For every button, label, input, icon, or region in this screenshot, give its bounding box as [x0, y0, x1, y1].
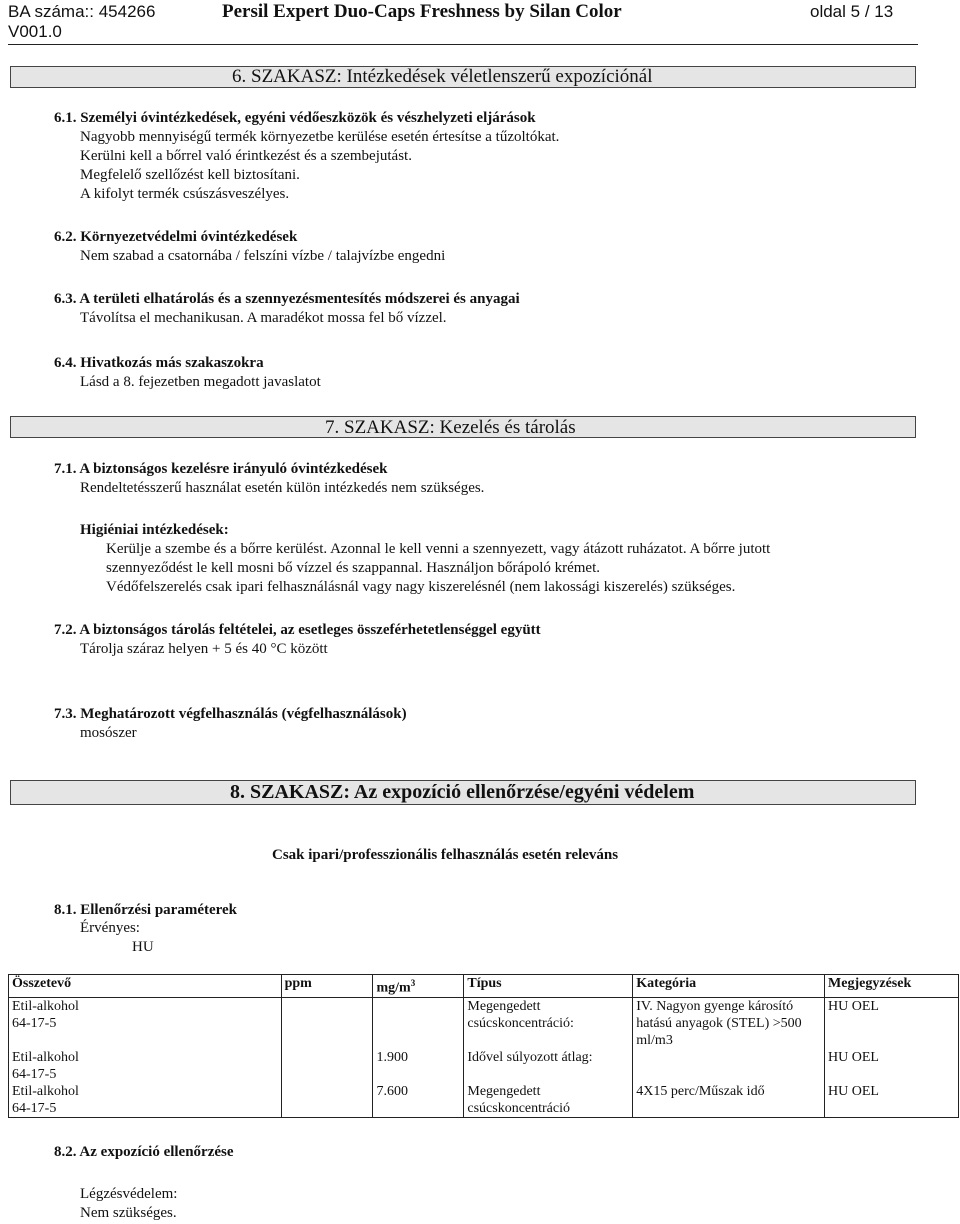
heading-6-1: 6.1. Személyi óvintézkedések, egyéni védőeszközök és vészhelyzeti eljárások	[54, 110, 536, 126]
heading-6-2: 6.2. Környezetvédelmi óvintézkedések	[54, 229, 298, 245]
text-6-1-line: Nagyobb mennyiségű termék környezetbe kerülése esetén értesítse a tűzoltókat.	[80, 129, 560, 145]
header-rule	[8, 44, 918, 45]
text-7-1: Rendeltetésszerű használat esetén külön intézkedés nem szükséges.	[80, 480, 485, 496]
table-row	[9, 1049, 959, 1083]
text-6-2: Nem szabad a csatornába / felszíni vízbe / talajvízbe engedni	[80, 248, 446, 264]
heading-8-2: 8.2. Az expozíció ellenőrzése	[54, 1144, 234, 1160]
text-6-3: Távolítsa el mechanikusan. A maradékot mossa fel bő vízzel.	[80, 310, 447, 326]
table-header-row	[9, 975, 959, 998]
cell-category	[633, 1049, 825, 1083]
type-line: Megengedett	[467, 998, 541, 1014]
exposure-limits-table	[8, 974, 959, 1118]
text-6-1-line: A kifolyt termék csúszásveszélyes.	[80, 186, 290, 202]
cell-notes: HU OEL	[825, 1049, 959, 1083]
col-header-mgm3-text: mg/m	[376, 980, 411, 996]
version: V001.0	[8, 22, 62, 41]
cell-component	[9, 1083, 282, 1118]
unit-superscript: 3	[410, 978, 416, 988]
cell-category	[633, 997, 825, 1049]
category-line: IV. Nagyon gyenge károsító	[636, 998, 794, 1014]
col-header-mgm3	[373, 975, 464, 998]
component-cas: 64-17-5	[12, 1100, 57, 1116]
heading-7-3: 7.3. Meghatározott végfelhasználás (végfelhasználások)	[54, 706, 407, 722]
respiratory-label: Légzésvédelem:	[80, 1186, 178, 1202]
cell-component	[9, 1049, 282, 1083]
text-7-2: Tárolja száraz helyen + 5 és 40 °C között	[80, 641, 328, 657]
heading-7-1: 7.1. A biztonságos kezelésre irányuló óvintézkedések	[54, 461, 388, 477]
cell-ppm	[281, 1083, 373, 1118]
table-row	[9, 997, 959, 1049]
component-cas: 64-17-5	[12, 1066, 57, 1082]
category-line: hatású anyagok (STEL) >500	[636, 1015, 802, 1031]
product-title: Persil Expert Duo-Caps Freshness by Silan Color	[222, 1, 622, 22]
valid-label: Érvényes:	[80, 920, 140, 936]
section-7-title: 7. SZAKASZ: Kezelés és tárolás	[325, 417, 576, 438]
category-line: ml/m3	[636, 1032, 673, 1048]
text-7-3: mosószer	[80, 725, 137, 741]
component-name: Etil-alkohol	[12, 1083, 79, 1099]
col-header-ppm: ppm	[281, 975, 373, 998]
category-line: 4X15 perc/Műszak idő	[636, 1083, 765, 1099]
col-header-notes: Megjegyzések	[825, 975, 959, 998]
section-8-title: 8. SZAKASZ: Az expozíció ellenőrzése/egyéni védelem	[230, 781, 695, 803]
cell-type	[464, 1049, 633, 1083]
cell-category	[633, 1083, 825, 1118]
col-header-category: Kategória	[633, 975, 825, 998]
component-name: Etil-alkohol	[12, 1049, 79, 1065]
component-cas: 64-17-5	[12, 1015, 57, 1031]
hygiene-line: Kerülje a szembe és a bőrre kerülést. Azonnal le kell venni a szennyezett, vagy átázott ruházatot. A bőrre jutott	[106, 541, 771, 557]
type-line: Idővel súlyozott átlag:	[467, 1049, 593, 1065]
cell-notes: HU OEL	[825, 997, 959, 1049]
cell-ppm	[281, 997, 373, 1049]
col-header-component: Összetevő	[9, 975, 282, 998]
heading-6-4: 6.4. Hivatkozás más szakaszokra	[54, 355, 264, 371]
heading-7-2: 7.2. A biztonságos tárolás feltételei, az esetleges összeférhetetlenséggel együtt	[54, 622, 541, 638]
text-6-4: Lásd a 8. fejezetben megadott javaslatot	[80, 374, 321, 390]
col-header-type: Típus	[464, 975, 633, 998]
valid-value: HU	[132, 939, 154, 955]
cell-component	[9, 997, 282, 1049]
table-row	[9, 1083, 959, 1118]
type-line: csúcskoncentráció:	[467, 1015, 574, 1031]
heading-8-1: 8.1. Ellenőrzési paraméterek	[54, 902, 238, 918]
text-6-1-line: Megfelelő szellőzést kell biztosítani.	[80, 167, 300, 183]
cell-ppm	[281, 1049, 373, 1083]
type-line: csúcskoncentráció	[467, 1100, 570, 1116]
heading-6-3: 6.3. A területi elhatárolás és a szennyezésmentesítés módszerei és anyagai	[54, 291, 520, 307]
cell-mgm3: 7.600	[373, 1083, 464, 1118]
cell-notes: HU OEL	[825, 1083, 959, 1118]
cell-mgm3: 1.900	[373, 1049, 464, 1083]
hygiene-heading: Higiéniai intézkedések:	[80, 522, 229, 538]
component-name: Etil-alkohol	[12, 998, 79, 1014]
respiratory-value: Nem szükséges.	[80, 1205, 177, 1221]
type-line: Megengedett	[467, 1083, 541, 1099]
hygiene-line: szennyeződést le kell mosni bő vízzel és szappannal. Használjon bőrápoló krémet.	[106, 560, 601, 576]
cell-type	[464, 997, 633, 1049]
section-6-title: 6. SZAKASZ: Intézkedések véletlenszerű expozíciónál	[232, 66, 653, 87]
text-6-1-line: Kerülni kell a bőrrel való érintkezést és a szembejutást.	[80, 148, 412, 164]
cell-type	[464, 1083, 633, 1118]
page-number: oldal 5 / 13	[810, 2, 894, 21]
ba-number: BA száma:: 454266	[8, 2, 156, 21]
hygiene-line: Védőfelszerelés csak ipari felhasználásnál vagy nagy kiszerelésnél (nem lakossági kiszerelés) szükséges.	[106, 579, 736, 595]
cell-mgm3	[373, 997, 464, 1049]
section-8-subtitle: Csak ipari/professzionális felhasználás esetén releváns	[272, 847, 619, 863]
